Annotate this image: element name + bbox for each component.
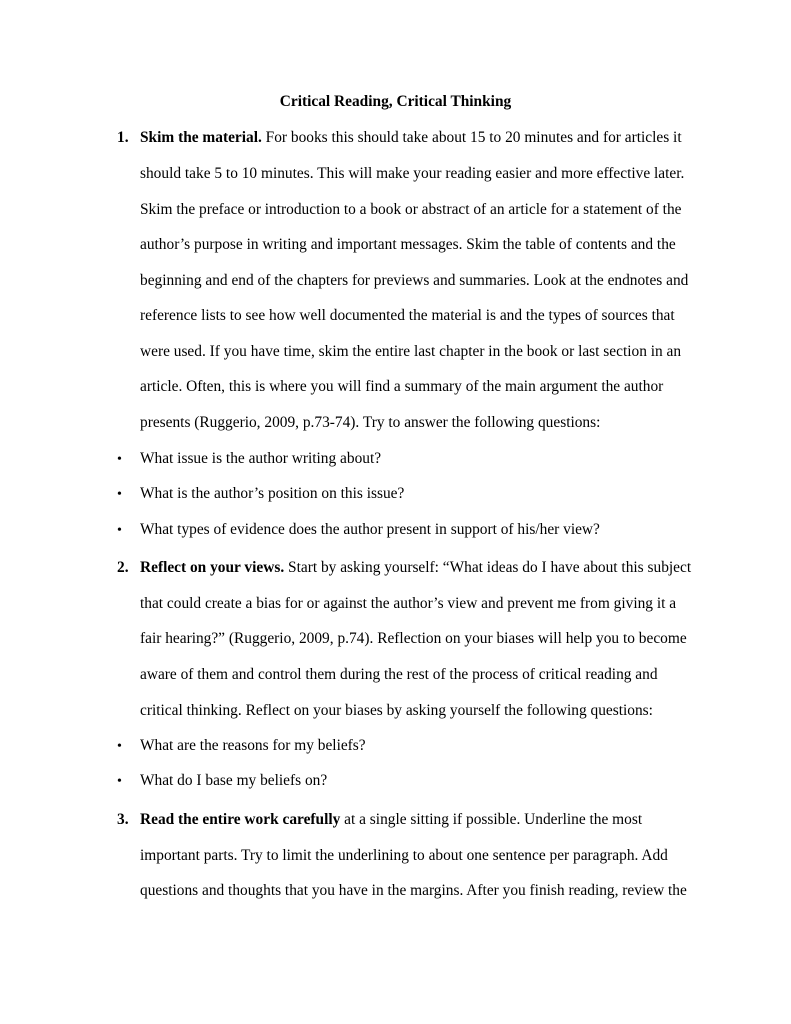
section-1-number: 1. [117,129,129,146]
section-1-heading: Skim the material. [140,129,262,146]
section-1-line: presents (Ruggerio, 2009, p.73-74). Try to answer the following questions: [140,414,601,431]
section-3-line: questions and thoughts that you have in the margins. After you finish reading, review the [140,882,687,899]
section-1-question: What issue is the author writing about? [140,450,382,467]
bullet-icon: • [117,452,122,467]
section-3-line: at a single sitting if possible. Underline the most [340,811,643,828]
section-1-question: What is the author’s position on this issue? [140,485,405,502]
section-2-question: What are the reasons for my beliefs? [140,737,366,754]
section-3-number: 3. [117,811,129,828]
bullet-icon: • [117,487,122,502]
section-1-first-line [140,128,682,148]
section-1-question: What types of evidence does the author present in support of his/her view? [140,521,600,538]
section-3-heading: Read the entire work carefully [140,811,341,828]
section-2-line: fair hearing?” (Ruggerio, 2009, p.74). Reflection on your biases will help you to become [140,630,687,647]
section-1-line: were used. If you have time, skim the entire last chapter in the book or last section in an [140,343,682,360]
section-2-first-line [140,558,691,578]
bullet-icon: • [117,774,122,789]
section-1-line: article. Often, this is where you will find a summary of the main argument the author [140,378,664,395]
section-2-number: 2. [117,559,129,576]
bullet-icon: • [117,739,122,754]
bullet-icon: • [117,523,122,538]
section-2-line: aware of them and control them during the rest of the process of critical reading and [140,666,658,683]
section-2-heading: Reflect on your views. [140,559,285,576]
section-2-line: Start by asking yourself: “What ideas do I have about this subject [284,559,692,576]
section-1-line: should take 5 to 10 minutes. This will make your reading easier and more effective later. [140,165,685,182]
section-1-line: author’s purpose in writing and important messages. Skim the table of contents and the [140,236,676,253]
section-2-line: that could create a bias for or against the author’s view and prevent me from giving it a [140,595,677,612]
section-2-question: What do I base my beliefs on? [140,772,328,789]
section-1-line: beginning and end of the chapters for previews and summaries. Look at the endnotes and [140,272,689,289]
section-3-line: important parts. Try to limit the underlining to about one sentence per paragraph. Add [140,847,668,864]
document-title: Critical Reading, Critical Thinking [279,93,512,110]
section-1-line: reference lists to see how well documented the material is and the types of sources that [140,307,675,324]
section-1-line: For books this should take about 15 to 20 minutes and for articles it [261,129,682,146]
section-3-first-line [140,810,642,830]
section-2-line: critical thinking. Reflect on your biases by asking yourself the following questions: [140,702,653,719]
section-1-line: Skim the preface or introduction to a book or abstract of an article for a statement of the [140,201,682,218]
